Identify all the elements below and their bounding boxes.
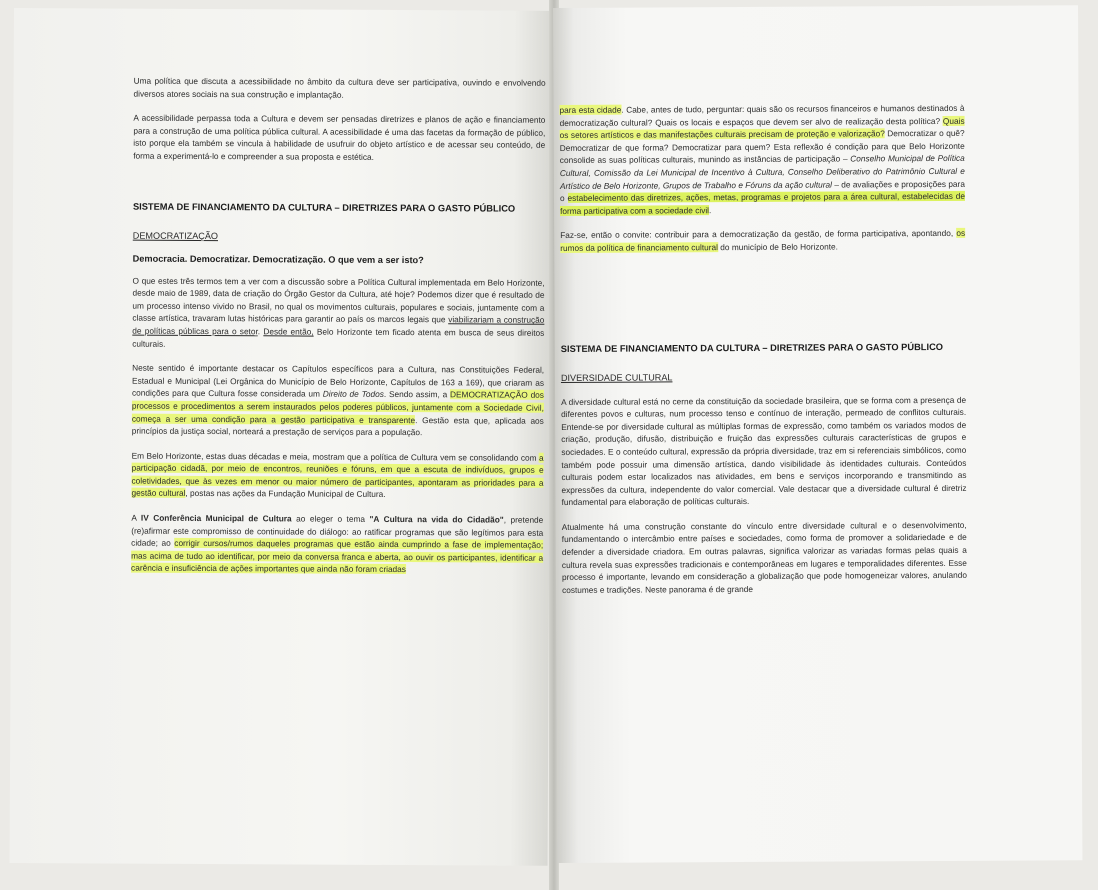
paragraph-conference <box>131 512 543 577</box>
text: A <box>131 512 141 523</box>
underlined-text: Desde então, <box>263 326 314 337</box>
question-heading: Democracia. Democratizar. Democratização. O que vem a ser isto? <box>132 253 424 265</box>
italic-text: Conselho Municipal de Política Cultural, Comissão da Lei Municipal de Incentivo à Cultura, Conselho Deliberativo do Patrimônio Cultural e Artístico de Belo Horizonte, Grupos de Trabalho e Fóruns da ação cultural <box>559 153 965 191</box>
text: Democratizar o quê? Democratizar de que forma? Democratizar para quem? Esta reflexão é condição para que Belo Horizonte consolide as suas políticas culturais, munindo as instâncias de participação – <box>559 128 965 166</box>
text: . Cabe, antes de tudo, perguntar: quais são os recursos financeiros e humanos destinados à democratização cultural? Quais os locais e espaços que devem ser alvo de realização desta política? <box>559 102 965 128</box>
right-page <box>553 5 1082 863</box>
highlighted-text: a participação cidadã, por meio de encontros, reuniões e fóruns, em que a escuta de indivíduos, grupos e coletividades, que às vezes em menor ou maior número de participantes, apontaram as prioridades para a gestão cultural <box>131 452 544 499</box>
text: do município de Belo Horizonte. <box>717 241 838 253</box>
highlighted-text: os rumos da política de financiamento cultural <box>560 228 966 253</box>
text: Neste sentido é importante destacar os Capítulos específicos para a Cultura, nas Constituições Federal, Estadual e Municipal (Lei Orgânica do Município de Belo Horizonte, Capítulos de 163 a 169), que criaram as condições para que Cultura fosse considerada um <box>131 362 545 399</box>
highlighted-text: estabelecimento das diretrizes, ações, metas, programas e projetos para a área cultural, estabelecidas de forma participativa com a sociedade civil <box>560 191 966 216</box>
bold-text: "A Cultura na vida do Cidadão" <box>369 513 504 525</box>
subsection-title: DIVERSIDADE CULTURAL <box>560 371 673 383</box>
text: . <box>257 326 264 337</box>
section-title: SISTEMA DE FINANCIAMENTO DA CULTURA – DIRETRIZES PARA O GASTO PÚBLICO <box>560 341 944 354</box>
paragraph-cultural-diversity: A diversidade cultural está no cerne da constituição da sociedade brasileira, que se forma com a presença de diferentes povos e culturas, num processo tenso e contínuo de interação, permeado de conflitos culturais. Entende-se por diversidade cultural as múltiplas formas de expressão, como também os variados modos de criação, produção, difusão, distribuição e fruição das expressões culturais características de grupos e sociedades. E o conteúdo cultural, expressão da própria diversidade, traz em si referenciais simbólicos, como também pode possuir uma dimensão artística, dando visibilidade às identidades culturais. Conteúdos culturais podem estar localizados nas atividades, em bens e serviços incorporando e transmitindo as expressões da cultura, independente do valor comercial. Vale destacar que a diversidade cultural é diretriz fundamental para elaboração de políticas culturais. <box>561 394 967 508</box>
text: . Sendo assim, a <box>383 389 451 400</box>
underlined-text: viabilizariam a construção de políticas públicas para o setor <box>132 314 545 337</box>
highlighted-text: DEMOCRATIZAÇÃO dos processos e procedimentos a serem instaurados pelos poderes públicos, juntamente com a Sociedade Civil, começa a ser uma condição para a gestão participativa e transparente <box>131 389 544 425</box>
paragraph-invitation <box>560 227 965 254</box>
italic-text: Direito de Todos <box>322 388 384 400</box>
text: Em Belo Horizonte, estas duas décadas e meia, mostram que a política de Cultura vem se consolidando com <box>131 450 540 463</box>
bold-text: IV Conferência Municipal de Cultura <box>140 512 292 524</box>
paragraph-accessibility-culture: A acessibilidade perpassa toda a Cultura e devem ser pensadas diretrizes e planos de ação e financiamento para a construção de uma política pública cultural. A acessibilidade é uma das facetas da formação de público, isto porque ela também se vincula à habilidade de usufruir do objeto artístico e de acessar seu conteúdo, de forma a experimentá-lo e compreender a sua proposta e estética. <box>133 112 546 162</box>
paragraph-democratization-questions <box>560 102 966 217</box>
highlighted-text: corrigir cursos/rumos daqueles programas que estão ainda cumprindo a fase de implementação; mas acima de tudo ao identificar, por meio da conversa franca e aberta, ao ouvir os participantes, identificar a carência e insuficiência de ações importantes que ainda não foram criadas <box>131 538 544 575</box>
paragraph-accessibility-participation: Uma política que discuta a acessibilidade no âmbito da cultura deve ser participativa, ouvindo e envolvendo diversos atores sociais na sua construção e implantação. <box>133 75 546 100</box>
text: Belo Horizonte tem ficado atenta em busca de seus direitos culturais. <box>132 326 545 349</box>
text: , pretende (re)afirmar este compromisso de continuidade do diálogo: ao ratificar programas que são legítimos para esta cidade; ao <box>131 514 544 549</box>
highlighted-text: Quais os setores artísticos e das manifestações culturais precisam de proteção e valorização? <box>559 115 965 141</box>
text: Faz-se, então o convite: contribuir para a democratização da gestão, de forma participativa, apontando, <box>560 228 957 241</box>
text: O que estes três termos tem a ver com a discussão sobre a Política Cultural implementada em Belo Horizonte, desde maio de 1989, data de criação do Órgão Gestor da Cultura, até hoje? Podemos dizer que é resultado de um processo intenso vivido no Brasil, no qual os movimentos culturais, populares e sociais, juntamente com a classe artística, travaram lutas históricas para garantir ao país os marcos legais que <box>132 275 545 325</box>
left-page <box>10 8 552 866</box>
section-title: SISTEMA DE FINANCIAMENTO DA CULTURA – DIRETRIZES PARA O GASTO PÚBLICO <box>132 201 516 214</box>
paragraph-diversity-development: Atualmente há uma construção constante do vínculo entre diversidade cultural e o desenvolvimento, fundamentando o intercâmbio entre países e sociedades, como forma de promover a solidariedade e de defender a diversidade criadora. Em outras palavras, significa valorizar as variadas formas pelas quais a cultura revela suas expressões tradicionais e contemporâneas em lugares e temporalidades diferentes. Esse processo é importante, levando em consideração a globalização que pode homogeneizar valores, anulando costumes e tradições. Neste panorama é de grande <box>561 519 968 595</box>
subsection-title: DEMOCRATIZAÇÃO <box>132 230 219 241</box>
text: , postas nas ações da Fundação Municipal de Cultura. <box>185 488 386 500</box>
text: – de avaliações e proposições para o <box>559 178 965 204</box>
text: . <box>708 204 712 215</box>
paragraph-constitution-chapters <box>132 362 544 440</box>
paragraph-belo-horizonte-decades <box>131 449 543 502</box>
paragraph-three-terms <box>132 274 544 352</box>
text: . Gestão esta que, aplicada aos princípios da justiça social, norteará a prestação de serviços para a população. <box>131 414 544 438</box>
highlighted-text: para esta cidade <box>559 104 622 115</box>
text: ao eleger o tema <box>291 513 370 524</box>
